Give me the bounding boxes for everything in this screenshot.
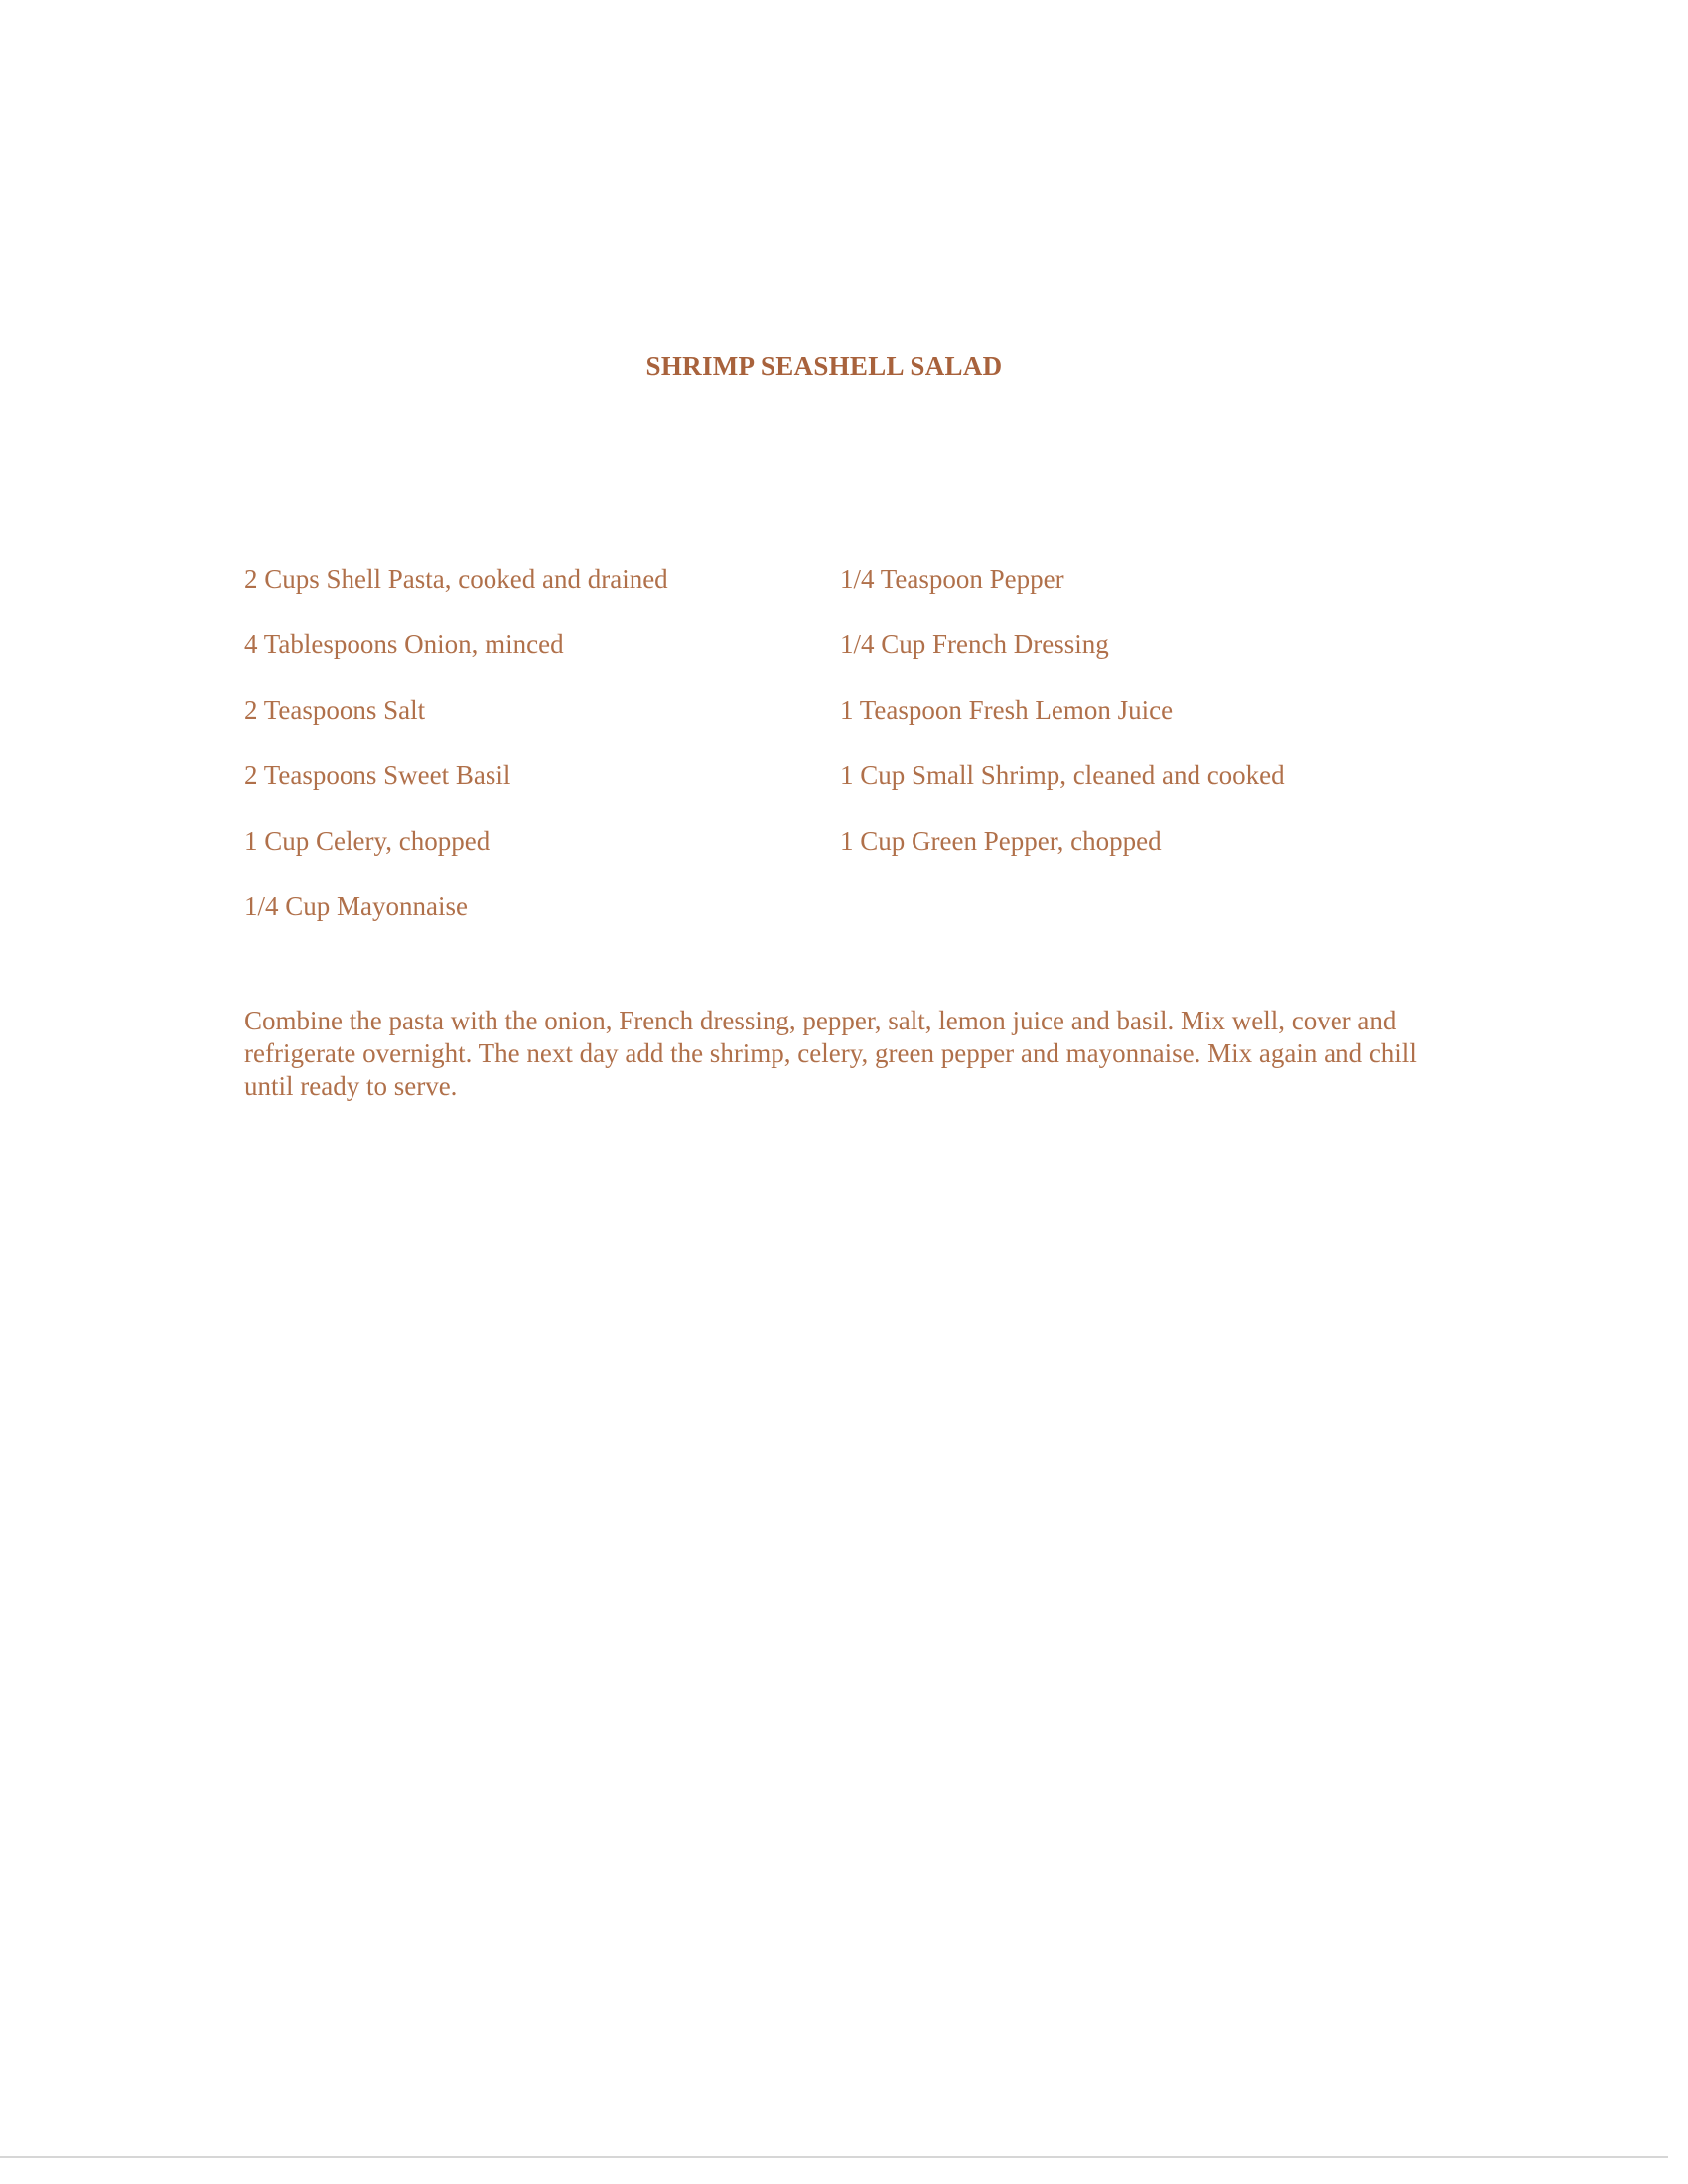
recipe-title: SHRIMP SEASHELL SALAD bbox=[645, 351, 1003, 381]
ingredient-item: 1 Cup Celery, chopped bbox=[244, 826, 491, 856]
ingredient-item: 2 Teaspoons Salt bbox=[244, 695, 426, 725]
recipe-instructions: Combine the pasta with the onion, French dressing, pepper, salt, lemon juice and basil. Mix well, cover and refrigerate overnight. The next day add the shrimp, celery, green pepper and mayonnaise. Mix again and chill until ready to serve. bbox=[244, 1006, 1417, 1101]
ingredient-item: 1/4 Cup Mayonnaise bbox=[244, 891, 468, 921]
ingredients-left-column bbox=[244, 546, 668, 939]
ingredient-item: 1/4 Teaspoon Pepper bbox=[840, 564, 1064, 594]
ingredients-right-column bbox=[840, 546, 1285, 874]
ingredient-item: 1 Teaspoon Fresh Lemon Juice bbox=[840, 695, 1174, 725]
ingredient-item: 2 Cups Shell Pasta, cooked and drained bbox=[244, 564, 668, 594]
ingredients-list bbox=[244, 546, 1436, 923]
ingredient-item: 1 Cup Small Shrimp, cleaned and cooked bbox=[840, 760, 1285, 790]
ingredient-item: 2 Teaspoons Sweet Basil bbox=[244, 760, 511, 790]
ingredient-item: 1 Cup Green Pepper, chopped bbox=[840, 826, 1162, 856]
ingredient-item: 1/4 Cup French Dressing bbox=[840, 629, 1109, 659]
bottom-divider bbox=[0, 2156, 1668, 2158]
ingredient-item: 4 Tablespoons Onion, minced bbox=[244, 629, 564, 659]
